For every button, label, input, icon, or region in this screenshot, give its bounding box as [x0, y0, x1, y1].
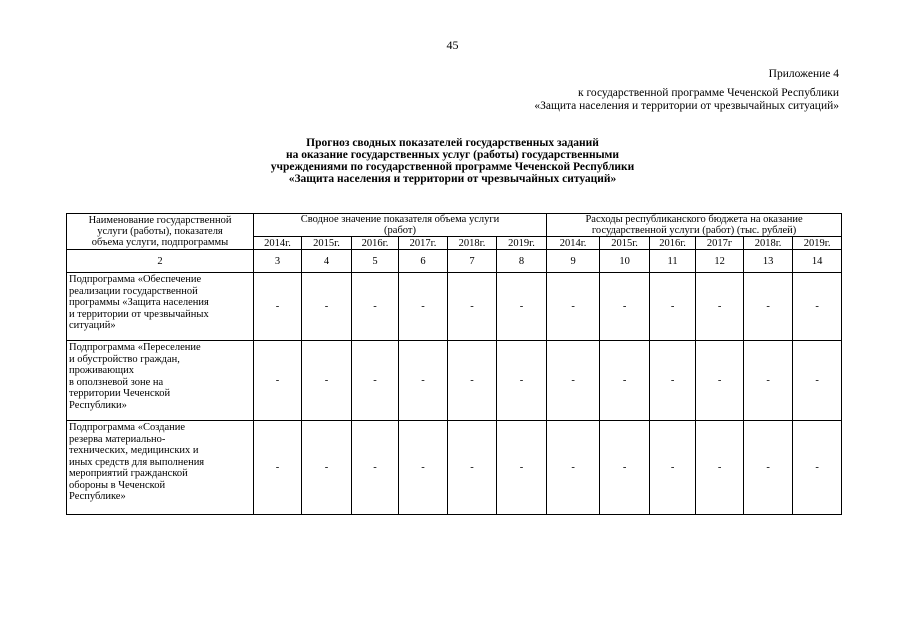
header-row	[67, 214, 842, 237]
column-number-cell: 3	[254, 250, 302, 273]
subprogram-name-line: Подпрограмма «Создание	[69, 422, 186, 433]
header-budget-line: государственной услуги (работ) (тыс. рублей)	[591, 225, 797, 236]
subprogram-name-line: программы «Защита населения	[69, 297, 209, 308]
column-number-cell: 9	[547, 250, 600, 273]
value-cell: -	[744, 421, 793, 515]
column-number-cell: 12	[696, 250, 744, 273]
value-cell: -	[744, 273, 793, 341]
column-number-cell: 14	[793, 250, 842, 273]
subprogram-name-line: и территории от чрезвычайных	[69, 308, 209, 320]
subprogram-name-line: Республики»	[69, 399, 127, 411]
year-cell: 2014г.	[254, 237, 302, 250]
value-cell: -	[600, 341, 650, 421]
subprogram-name-line: и обустройство граждан,	[69, 353, 180, 365]
value-cell: -	[448, 273, 497, 341]
value-cell: -	[696, 341, 744, 421]
value-cell: -	[448, 421, 497, 515]
year-cell: 2016г.	[650, 237, 696, 250]
table-row	[67, 421, 842, 515]
value-cell: -	[254, 341, 302, 421]
table-row	[67, 273, 842, 341]
value-cell: -	[302, 273, 352, 341]
header-name-cell	[67, 214, 254, 250]
subprogram-name-line: иных средств для выполнения	[69, 456, 205, 468]
value-cell: -	[254, 273, 302, 341]
forecast-table	[66, 213, 842, 515]
header-volume-line: Сводное значение показателя объема услуги	[300, 214, 500, 225]
column-number-cell: 2	[67, 250, 254, 273]
year-cell: 2014г.	[547, 237, 600, 250]
column-number-cell: 13	[744, 250, 793, 273]
value-cell: -	[793, 421, 842, 515]
subprogram-name-line: реализации государственной	[69, 285, 198, 297]
year-cell: 2018г.	[448, 237, 497, 250]
title-line: Прогноз сводных показателей государственных заданий	[306, 137, 599, 149]
column-number-cell: 6	[399, 250, 448, 273]
header-budget-cell	[547, 214, 842, 237]
appendix-header	[534, 68, 839, 113]
column-number-cell: 4	[302, 250, 352, 273]
value-cell: -	[696, 273, 744, 341]
value-cell: -	[547, 273, 600, 341]
subprogram-name-line: резерва материально-	[69, 433, 166, 445]
subprogram-name-line: в оползневой зоне на	[69, 376, 164, 388]
value-cell: -	[600, 273, 650, 341]
column-number-cell: 10	[600, 250, 650, 273]
header-name-line: услуги (работы), показателя	[97, 226, 223, 237]
value-cell: -	[302, 421, 352, 515]
column-number-cell: 7	[448, 250, 497, 273]
year-cell: 2019г.	[793, 237, 842, 250]
document-title	[0, 137, 905, 185]
header-volume-cell	[254, 214, 547, 237]
appendix-label: Приложение 4	[768, 68, 839, 80]
value-cell: -	[793, 341, 842, 421]
value-cell: -	[497, 421, 547, 515]
value-cell: -	[650, 341, 696, 421]
subprogram-name-line: ситуаций»	[69, 320, 116, 331]
column-number-cell: 8	[497, 250, 547, 273]
value-cell: -	[497, 273, 547, 341]
subprogram-name-cell	[67, 273, 254, 341]
value-cell: -	[696, 421, 744, 515]
subprogram-name-line: Подпрограмма «Переселение	[69, 342, 201, 353]
year-cell: 2018г.	[744, 237, 793, 250]
subprogram-name-line: Подпрограмма «Обеспечение	[69, 274, 202, 285]
subprogram-name-cell	[67, 341, 254, 421]
value-cell: -	[650, 273, 696, 341]
value-cell: -	[448, 341, 497, 421]
year-cell: 2017г.	[399, 237, 448, 250]
subprogram-name-cell	[67, 421, 254, 515]
column-number-row	[67, 250, 842, 273]
value-cell: -	[399, 421, 448, 515]
value-cell: -	[600, 421, 650, 515]
value-cell: -	[650, 421, 696, 515]
page-number: 45	[446, 38, 459, 52]
header-name-line: объема услуги, подпрограммы	[91, 237, 229, 248]
year-cell: 2015г.	[302, 237, 352, 250]
title-line: на оказание государственных услуг (работы) государственными	[285, 149, 620, 161]
subprogram-name-line: Республике»	[69, 491, 126, 502]
header-name-line: Наименование государственной	[88, 215, 232, 226]
subprogram-name-line: территории Чеченской	[69, 388, 171, 399]
value-cell: -	[497, 341, 547, 421]
column-number-cell: 5	[352, 250, 399, 273]
subprogram-name-line: технических, медицинских и	[69, 445, 199, 456]
value-cell: -	[352, 341, 399, 421]
value-cell: -	[254, 421, 302, 515]
value-cell: -	[744, 341, 793, 421]
column-number-cell: 11	[650, 250, 696, 273]
value-cell: -	[547, 341, 600, 421]
value-cell: -	[302, 341, 352, 421]
subprogram-name-line: проживающих	[69, 365, 135, 376]
appendix-program: к государственной программе Чеченской Республики	[578, 87, 839, 99]
subprogram-name-line: обороны в Чеченской	[69, 479, 166, 491]
title-line: учреждениями по государственной программе Чеченской Республики	[270, 161, 635, 173]
header-volume-line: (работ)	[384, 225, 416, 236]
year-cell: 2017г	[696, 237, 744, 250]
title-line: «Защита населения и территории от чрезвычайных ситуаций»	[288, 173, 617, 185]
year-cell: 2016г.	[352, 237, 399, 250]
value-cell: -	[352, 421, 399, 515]
value-cell: -	[547, 421, 600, 515]
value-cell: -	[399, 341, 448, 421]
value-cell: -	[399, 273, 448, 341]
year-cell: 2019г.	[497, 237, 547, 250]
header-budget-line: Расходы республиканского бюджета на оказание	[585, 214, 803, 225]
table-row	[67, 341, 842, 421]
value-cell: -	[793, 273, 842, 341]
year-cell: 2015г.	[600, 237, 650, 250]
subprogram-name-line: мероприятий гражданской	[69, 468, 188, 479]
value-cell: -	[352, 273, 399, 341]
appendix-program-name: «Защита населения и территории от чрезвычайных ситуаций»	[534, 100, 839, 112]
